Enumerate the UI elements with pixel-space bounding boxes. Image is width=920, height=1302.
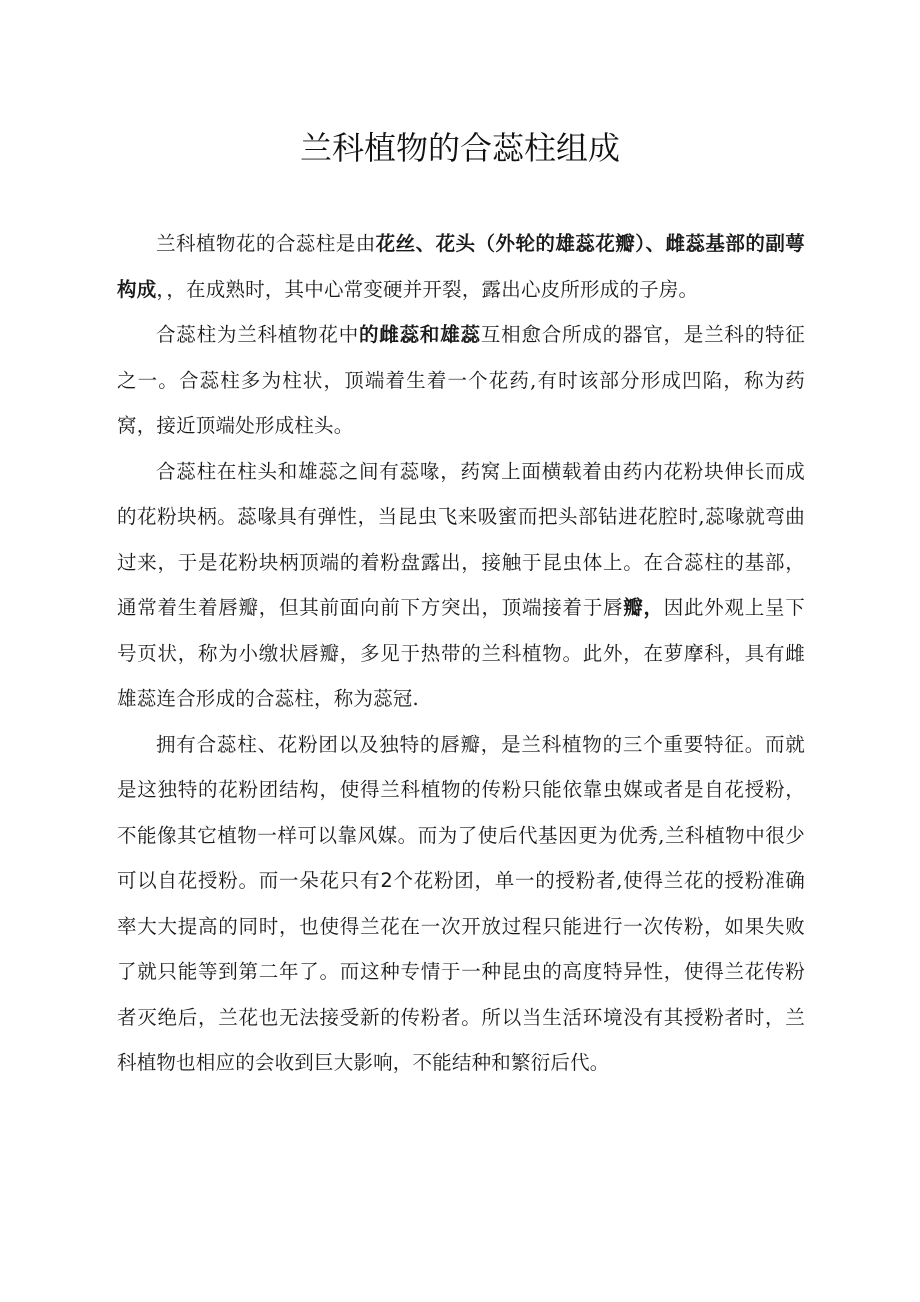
paragraph-3-bold-1: 瓣， [623, 596, 664, 619]
paragraph-1-text-1: 兰科植物花的合蕊柱是由 [156, 232, 376, 255]
paragraph-4 [117, 722, 805, 1086]
paragraph-3-text-1: 合蕊柱在柱头和雄蕊之间有蕊喙，药窝上面横载着由药内花粉块伸长而成的花粉块柄。蕊喙具有弹性，当昆虫飞来吸蜜而把头部钻进花腔时,蕊喙就弯曲过来，于是花粉块柄顶端的着粉盘露出，接触于昆虫体上。在合蕊柱的基部，通常着生着唇瓣，但其前面向前下方突出，顶端接着于唇 [117, 459, 805, 619]
paragraph-1 [117, 221, 805, 312]
paragraph-4-text-1: 拥有合蕊柱、花粉团以及独特的唇瓣，是兰科植物的三个重要特征。而就是这独特的花粉团结构，使得兰科植物的传粉只能依靠虫媒或者是自花授粉，不能像其它植物一样可以靠风媒。而为了使后代基因更为优秀,兰科植物中很少可以自花授粉。而一朵花只有 [117, 732, 805, 892]
paragraph-1-text-2: ，，在成熟时，其中心常变硬并开裂，露出心皮所形成的子房。 [156, 277, 699, 301]
paragraph-2-bold-1: 的雌蕊和雄蕊 [359, 323, 481, 346]
paragraph-4-number: 2 [380, 869, 393, 892]
paragraph-2-text-2: 互相愈合所成的器官，是兰科的特征之一。合蕊柱多为柱状，顶端着生着一个花药,有时该部分形成凹陷，称为药窝，接近顶端处形成柱头。 [117, 323, 805, 437]
document-body [117, 221, 805, 1086]
paragraph-3-text-2: 因此外观上呈下号页状，称为小缴状唇瓣，多见于热带的兰科植物。此外，在萝摩科，具有雌雄蕊连合形成的合蕊柱，称为蕊冠. [117, 596, 806, 710]
paragraph-4-text-2: 个花粉团，单一的授粉者,使得兰花的授粉准确率大大提高的同时，也使得兰花在一次开放过程只能进行一次传粉，如果失败了就只能等到第二年了。而这种专情于一种昆虫的高度特异性，使得兰花传粉者灭绝后，兰花也无法接受新的传粉者。所以当生活环境没有其授粉者时，兰科植物也相应的会收到巨大影响，不能结种和繁衍后代。 [117, 869, 805, 1074]
paragraph-2 [117, 312, 805, 449]
document-title: 兰科植物的合蕊柱组成 [299, 129, 620, 167]
paragraph-1-bold-1: 花丝、花头（外轮的雄蕊花瓣）、雌蕊基部的副萼构成 [117, 232, 805, 301]
paragraph-2-text-1: 合蕊柱为兰科植物花中 [156, 323, 359, 346]
paragraph-3 [117, 449, 805, 722]
